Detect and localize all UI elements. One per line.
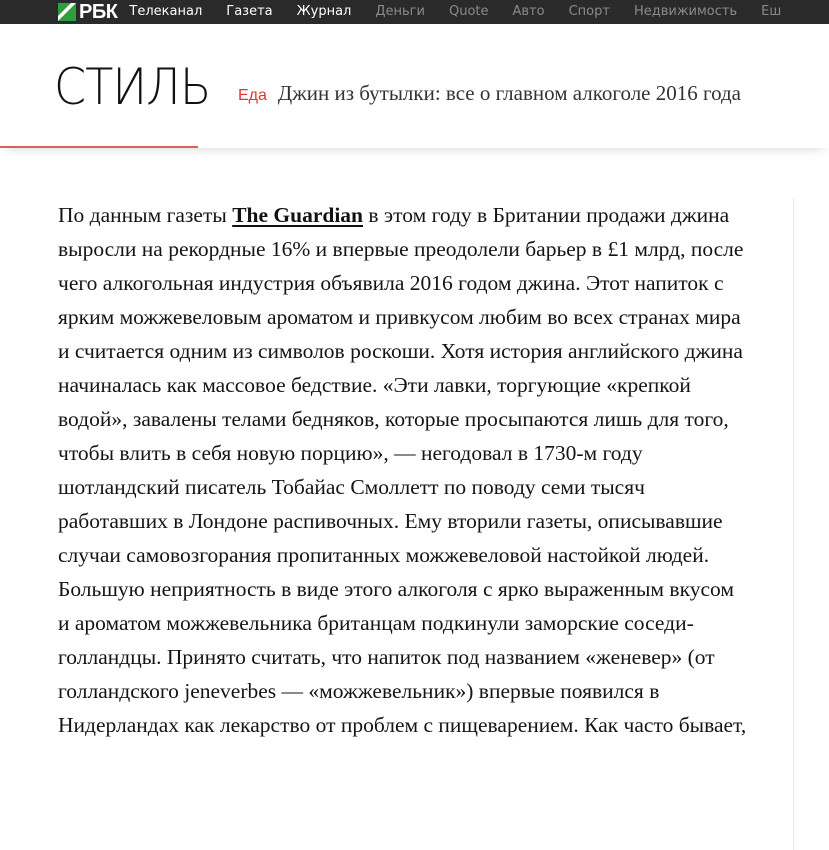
article-body [58, 198, 758, 742]
nav-item-quote[interactable]: Quote [448, 4, 489, 19]
nav-item-telekanal[interactable]: Телеканал [129, 4, 203, 19]
rbc-logo-icon [58, 3, 76, 21]
main-nav [129, 0, 805, 24]
nav-item-gazeta[interactable]: Газета [226, 4, 273, 19]
rubric-link[interactable]: Еда [238, 87, 267, 104]
nav-item-avto[interactable]: Авто [512, 4, 545, 19]
section-title[interactable]: СТИЛЬ [54, 58, 211, 116]
guardian-link[interactable]: The Guardian [232, 203, 364, 227]
nav-item-nedvizhimost[interactable]: Недвижимость [633, 4, 738, 19]
section-accent-line [0, 146, 198, 148]
logo-text: РБК [79, 1, 118, 23]
article-paragraph [58, 198, 748, 742]
paragraph-text-after-link: в этом году в Британии продажи джина выросли на рекордные 16% и впервые преодолели барьер в £1 млрд, после чего алкогольная индустрия объявила 2016 годом джина. Этот напиток с ярким можжевеловым ароматом и привкусом любим во всех странах мира и считается одним из символов роскоши. Хотя история английского джина начиналась как массовое бедствие. «Эти лавки, торгующие «крепкой водой», завалены телами бедняков, которые просыпаются лишь для того, чтобы влить в себя новую порцию», — негодовал в 1730-м году шотландский писатель Тобайас Смоллетт по поводу семи тысяч работавших в Лондоне распивочных. Ему вторили газеты, описывавшие случаи самовозгорания пропитанных можжевеловой настойкой людей. Большую неприятность в виде этого алкоголя с ярко выраженным вкусом и ароматом можжевельника британцам подкинули заморские соседи-голландцы. Принято считать, что напиток под названием «женевер» (от голландского jeneverbes — «можжевельник») впервые появился в Нидерландах как лекарство от проблем с пищеварением. Как часто бывает, [58, 203, 747, 737]
top-nav-bar [0, 0, 829, 24]
article-headline-bar [238, 81, 741, 106]
nav-item-esh[interactable]: Еш [761, 4, 782, 19]
nav-item-dengi[interactable]: Деньги [375, 4, 425, 19]
section-header [0, 24, 829, 148]
article-headline: Джин из бутылки: все о главном алкоголе 2016 года [277, 81, 741, 105]
rbc-logo[interactable] [0, 0, 129, 24]
nav-item-zhurnal[interactable]: Журнал [296, 4, 352, 19]
right-column-divider [793, 198, 794, 850]
nav-item-sport[interactable]: Спорт [568, 4, 610, 19]
paragraph-text-before-link: По данным газеты [58, 203, 233, 227]
